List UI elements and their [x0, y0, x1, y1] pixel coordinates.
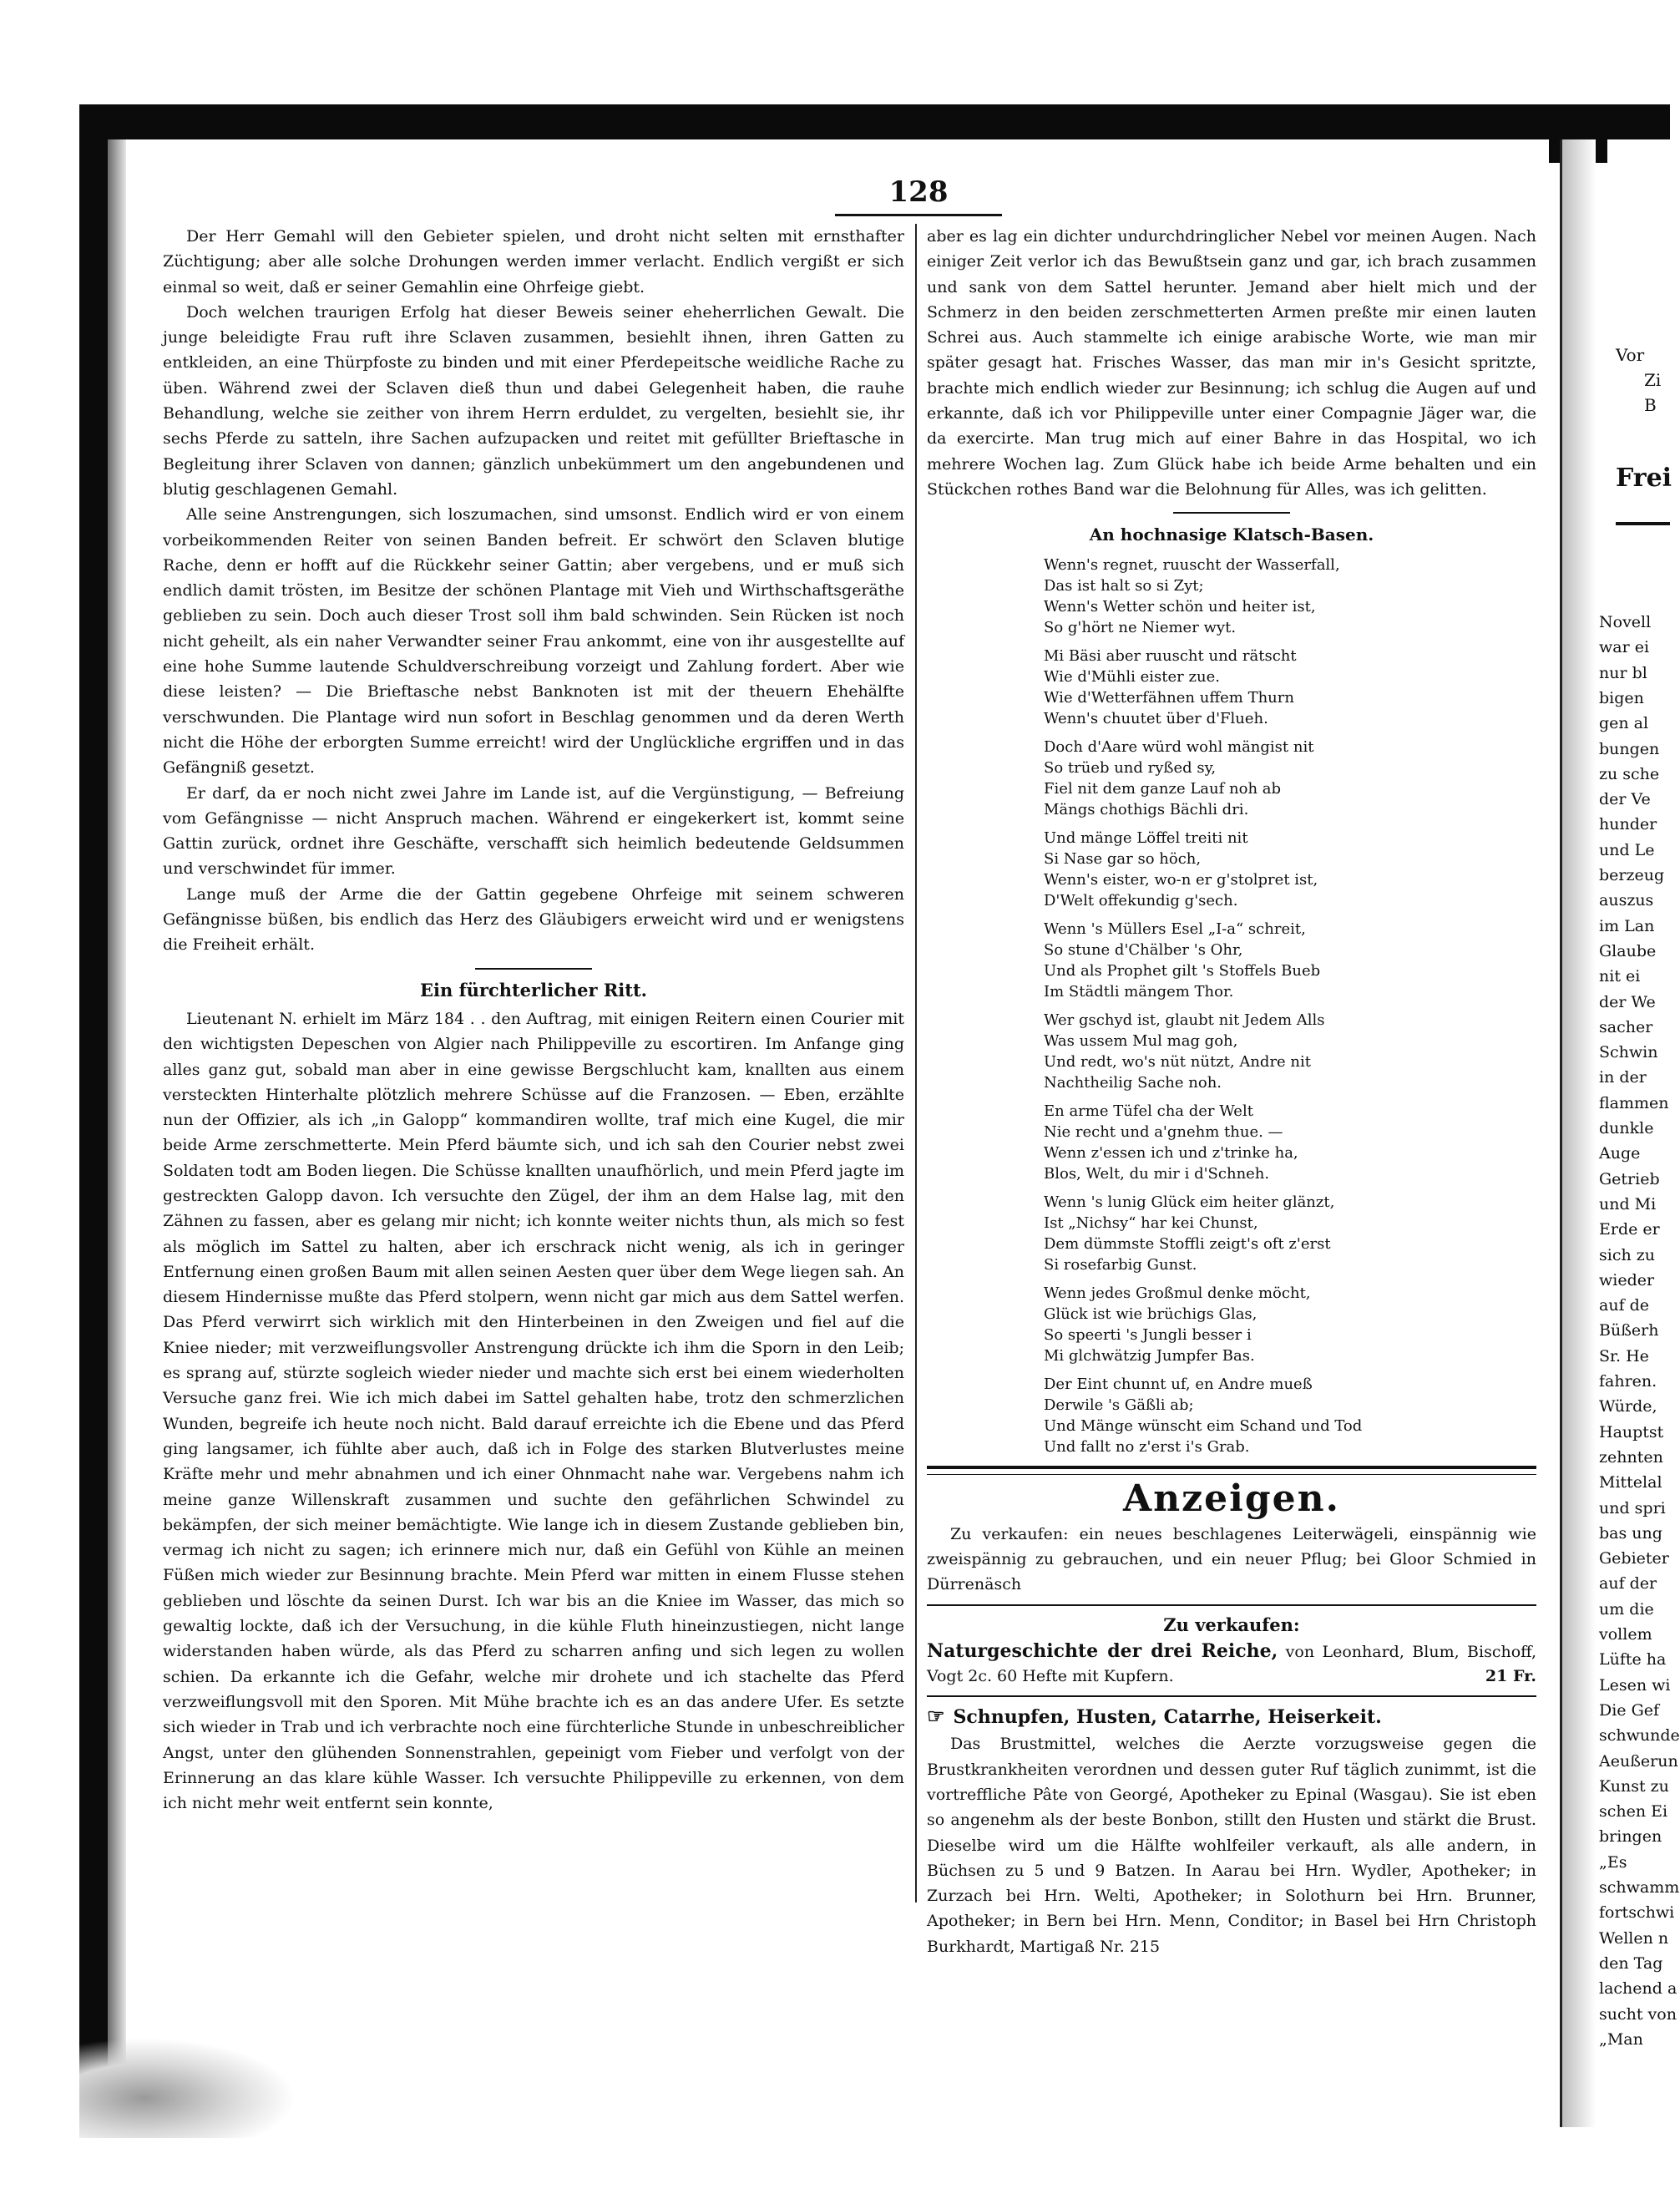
- adjacent-line: bringen: [1599, 1827, 1662, 1847]
- adjacent-line: fahren.: [1599, 1372, 1657, 1391]
- poem-line: D'Welt offekundig g'sech.: [1044, 891, 1238, 909]
- poem-line: Und als Prophet gilt 's Stoffels Bueb: [1044, 961, 1321, 980]
- poem-stanza: [1044, 1010, 1536, 1093]
- poem-line: Wenn 's Müllers Esel „I-a“ schreit,: [1044, 920, 1306, 938]
- poem-line: Was ussem Mul mag goh,: [1044, 1031, 1238, 1050]
- adjacent-line: in der: [1599, 1068, 1647, 1087]
- poem-line: So speerti 's Jungli besser i: [1044, 1325, 1252, 1344]
- adjacent-line: Wellen n: [1599, 1928, 1669, 1948]
- scan-smudge: [79, 2038, 296, 2138]
- column-divider: [915, 224, 917, 1902]
- book-price: 21 Fr.: [1485, 1667, 1536, 1686]
- adjacent-line: Auge: [1599, 1144, 1641, 1163]
- adjacent-title: Frei: [1616, 464, 1672, 493]
- poem-title: An hochnasige Klatsch-Basen.: [1089, 524, 1374, 545]
- ads-title: Anzeigen.: [1123, 1477, 1340, 1520]
- book-title: Naturgeschichte der drei Reiche,: [927, 1640, 1278, 1663]
- adjacent-line: flammen: [1599, 1093, 1669, 1112]
- adjacent-line: schen Ei: [1599, 1802, 1668, 1821]
- adjacent-line: hunder: [1599, 815, 1657, 834]
- adjacent-line: der We: [1599, 992, 1656, 1011]
- poem-line: Derwile 's Gäßli ab;: [1044, 1396, 1194, 1414]
- adjacent-line: Büßerh: [1599, 1321, 1659, 1340]
- poem: [1044, 555, 1536, 1457]
- poem-stanza: [1044, 737, 1536, 820]
- adjacent-line: vollem: [1599, 1625, 1652, 1644]
- adjacent-line: schwamm: [1599, 1878, 1680, 1897]
- adjacent-line: Schwin: [1599, 1043, 1658, 1062]
- adjacent-line: Würde,: [1599, 1397, 1657, 1416]
- adjacent-line: den Tag: [1599, 1953, 1663, 1973]
- poem-line: Wenn jedes Großmul denke möcht,: [1044, 1284, 1311, 1302]
- poem-line: Mi Bäsi aber ruuscht und rätscht: [1044, 646, 1297, 665]
- paragraph: aber es lag ein dichter undurchdringlicher Nebel vor meinen Augen. Nach einiger Zeit verlor ich das Bewußtsein ganz und gar, ich brach zusammen und sank von dem Sattel herunter. Jemand aber hielt mich und der Schmerz in den beiden zerschmetterten Armen preßte mir einen lauten Schrei aus. Auch stammelte ich einige arabische Worte, wie man mir später gesagt hat. Frisches Wasser, das man mir in's Gesicht spritzte, brachte mich endlich wieder zur Besinnung; ich schlug die Augen auf und erkannte, daß ich vor Philippeville unter einer Compagnie Jäger war, die da exercirte. Man trug mich auf einer Bahre in das Hospital, wo ich mehrere Wochen lag. Zum Glück habe ich beide Arme behalten und ein Stückchen rothes Band war die Belohnung für Alles, was ich gelitten.: [927, 227, 1536, 499]
- adjacent-line: Sr. He: [1599, 1346, 1649, 1365]
- poem-line: Dem dümmste Stoffli zeigt's oft z'erst: [1044, 1234, 1331, 1253]
- adjacent-line: nur bl: [1599, 663, 1647, 682]
- adjacent-line: und spri: [1599, 1498, 1666, 1517]
- adjacent-line: Aeußerun: [1599, 1751, 1678, 1771]
- adjacent-line: und Mi: [1599, 1194, 1657, 1213]
- story-title: Ein fürchterlicher Ritt.: [420, 979, 647, 1001]
- adjacent-line: war ei: [1599, 638, 1650, 657]
- adjacent-line: sacher: [1599, 1017, 1653, 1036]
- adjacent-line: schwunde: [1599, 1726, 1680, 1745]
- adjacent-line: bigen: [1599, 688, 1644, 707]
- adjacent-line: Getrieb: [1599, 1169, 1660, 1188]
- adjacent-line: lachend a: [1599, 1979, 1677, 1999]
- ad-separator: [927, 1604, 1536, 1606]
- adjacent-line: auf der: [1599, 1574, 1657, 1593]
- paragraph: Er darf, da er noch nicht zwei Jahre im Lande ist, auf die Vergünstigung, — Befreiung vom Gefängnisse — nicht Anspruch machen. Während er eingekerkert ist, kommt seine Gattin zurück, ordnet ihre Geschäfte, verschafft sich heimlich bedeutende Geldsummen und verschwindet für immer.: [163, 783, 904, 879]
- poem-line: Doch d'Aare würd wohl mängist nit: [1044, 737, 1314, 756]
- poem-stanza: [1044, 919, 1536, 1002]
- ads-rule-thin: [927, 1474, 1536, 1475]
- ad-wagon: Zu verkaufen: ein neues beschlagenes Leiterwägeli, einspännig wie zweispännig zu gebrauchen, und ein neuer Pflug; bei Gloor Schmied in Dürrenäsch: [927, 1524, 1536, 1594]
- scan-edge-shade: [108, 139, 126, 2092]
- ads-rule: [927, 1466, 1536, 1469]
- poem-line: Und Mänge wünscht eim Schand und Tod: [1044, 1416, 1363, 1435]
- poem-stanza: [1044, 1283, 1536, 1366]
- adjacent-header-line: Zi: [1644, 370, 1662, 390]
- poem-line: So stune d'Chälber 's Ohr,: [1044, 940, 1243, 959]
- adjacent-header: [1616, 342, 1661, 418]
- poem-line: Wenn's chuutet über d'Flueh.: [1044, 709, 1268, 727]
- poem-line: Si rosefarbig Gunst.: [1044, 1255, 1197, 1274]
- adjacent-line: gen al: [1599, 714, 1649, 733]
- poem-line: Wer gschyd ist, glaubt nit Jedem Alls: [1044, 1011, 1325, 1029]
- right-column: [927, 224, 1536, 1959]
- adjacent-line: auf de: [1599, 1296, 1650, 1315]
- paragraph: Lange muß der Arme die der Gattin gegebene Ohrfeige mit seinem schweren Gefängnisse büßen, bis endlich das Herz des Gläubigers erweicht wird und er wenigstens die Freiheit erhält.: [163, 884, 904, 955]
- poem-line: Nie recht und a'gnehm thue. —: [1044, 1122, 1283, 1141]
- adjacent-line: der Ve: [1599, 790, 1651, 809]
- adjacent-line: nit ei: [1599, 967, 1641, 986]
- ad-cough-title: Schnupfen, Husten, Catarrhe, Heiserkeit.: [953, 1706, 1382, 1729]
- paragraph: Doch welchen traurigen Erfolg hat dieser Beweis seiner eheherrlichen Gewalt. Die junge beleidigte Frau ruft ihre Sclaven zusammen, besiehlt ihnen, ihren Gatten zu entkleiden, an eine Thürpfoste zu binden und mit einer Pferdepeitsche weidliche Rache zu üben. Während zwei der Sclaven dieß thun und dabei Gelegenheit haben, die rauhe Behandlung, welche sie zeither von ihrem Herrn erduldet, zu vergelten, besiehlt sie, ihr sechs Pferde zu satteln, ihre Sachen aufzupacken und reitet mit gefüllter Brieftasche in Begleitung ihrer Sclaven von dannen; gänzlich unbekümmert um den angebundenen und blutig geschlagenen Gemahl.: [163, 302, 904, 499]
- ad-separator: [927, 1695, 1536, 1697]
- poem-line: Und fallt no z'erst i's Grab.: [1044, 1437, 1250, 1456]
- adjacent-line: „Es: [1599, 1852, 1627, 1872]
- adjacent-line: bungen: [1599, 739, 1660, 758]
- adjacent-line: bas ung: [1599, 1523, 1662, 1543]
- poem-line: Im Städtli mängem Thor.: [1044, 982, 1234, 1001]
- poem-line: Wie d'Mühli eister zue.: [1044, 667, 1220, 686]
- paragraph: Lieutenant N. erhielt im März 184 . . den Auftrag, mit einigen Reitern einen Courier mit den wichtigsten Depeschen von Algier nach Philippeville zu escortiren. Im Anfange ging alles ganz gut, sobald man aber in eine gewisse Bergschlucht kam, knallten aus einem versteckten Hinterhalte plötzlich mehrere Schüsse auf die Franzosen. — Eben, erzählte nun der Offizier, als ich „in Galopp“ kommandiren wollte, traf mich eine Kugel, die mir beide Arme zerschmetterte. Mein Pferd bäumte sich, und ich sah den Courier nebst zwei Soldaten todt am Boden liegen. Die Schüsse knallten unaufhörlich, und mein Pferd jagte im gestreckten Galopp davon. Ich versuchte den Zügel, der ihm an dem Halse lag, mit den Zähnen zu fassen, aber es gelang mir nicht; ich konnte weiter nichts thun, als mich so fest als möglich im Sattel zu halten, aber ich erschrack nicht wenig, als ich in geringer Entfernung einen großen Baum mit allen seinen Aesten quer über dem Wege liegen sah. An diesem Hindernisse mußte das Pferd stolpern, wenn nicht gar mich aus dem Sattel werfen. Das Pferd verwirrt sich wirklich mit den Hinterbeinen in den Zweigen und fiel auf die Kniee nieder; mit verzweiflungsvoller Anstrengung drückte ich ihm die Sporn in den Leib; es sprang auf, stürzte sogleich wieder nieder und machte sich erst bei einem wiederholten Versuche ganz frei. Wie ich mich dabei im Sattel gehalten habe, trotz den schmerzlichen Wunden, begreife ich heute noch nicht. Bald darauf erreichte ich die Ebene und das Pferd ging langsamer, ich fühlte aber auch, daß ich in Folge des starken Blutverlustes meine Kräfte mehr und mehr abnahmen und ich einer Ohnmacht nahe war. Vergebens nahm ich meine ganze Willenskraft zusammen und suchte den gefährlichen Schwindel zu bekämpfen, der sich meiner bemächtigte. Wie lange ich in diesem Zustande geblieben bin, vermag ich nicht zu sagen; ich erinnere mich nur, daß ein Gefühl von Kühle an meinen Füßen mich wieder zur Besinnung brachte. Mein Pferd war mitten in einem Flusse stehen geblieben und löschte da seinen Durst. Ich war bis an die Kniee im Wasser, das mich so gewaltig lockte, daß ich der Versuchung, in die kühle Fluth hineinzustiegen, nicht lange widerstanden haben würde, als das Pferd zu scharren anfing und sich legen zu wollen schien. Da erkannte ich die Gefahr, welche mir drohete und ich stachelte das Pferd verzweiflungsvoll mit den Sporen. Mit Mühe brachte ich es an das andere Ufer. Es setzte sich wieder in Trab und ich verbrachte noch eine fürchterliche Stunde in unbeschreiblicher Angst, unter den glühenden Sonnenstrahlen, gepeinigt vom Fieber und verfolgt von der Erinnerung an das klare kühle Wasser. Ich versuchte Philippeville zu erkennen, von dem ich nicht mehr weit entfernt sein konnte,: [163, 1009, 904, 1813]
- book-text: von Leonhard, Blum, Bischoff, Vogt 2c. 60 Hefte mit Kupfern.: [927, 1643, 1536, 1686]
- poem-stanza: [1044, 828, 1536, 911]
- header-rule: [835, 214, 1002, 216]
- adjacent-header-line: B: [1644, 395, 1657, 415]
- poem-line: Blos, Welt, du mir i d'Schneh.: [1044, 1164, 1270, 1183]
- adjacent-line: dunkle: [1599, 1119, 1654, 1137]
- poem-line: Mängs chothigs Bächli dri.: [1044, 800, 1249, 818]
- poem-line: Wenn 's lunig Glück eim heiter glänzt,: [1044, 1193, 1335, 1211]
- poem-line: Das ist halt so si Zyt;: [1044, 576, 1204, 595]
- adjacent-line: wieder: [1599, 1270, 1655, 1289]
- paragraph: Alle seine Anstrengungen, sich loszumachen, sind umsonst. Endlich wird er von einem vorbeikommenden Reiter von seinen Banden befreit. Er schwört den Sclaven blutige Rache, denn er hofft auf die Rückkehr seiner Gattin; aber vergebens, und er muß sich endlich damit trösten, im Besitze der schönen Plantage mit Vieh und Wirthschaftsgeräthe geblieben zu sein. Doch auch dieser Trost soll ihm bald schwinden. Sein Rücken ist noch nicht geheilt, als ein naher Verwandter seiner Frau ankommt, eine von ihr ausgestellte auf eine hohe Summe lautende Schuldverschreibung vorzeigt und Zahlung fordert. Aber wie diese leisten? — Die Brieftasche nebst Banknoten ist mit der theuern Ehehälfte verschwunden. Die Plantage wird nun sofort in Beschlag genommen und da deren Werth nicht die Höhe der erborgten Summe erreicht! wird der Unglückliche ergriffen und in das Gefängniß gesetzt.: [163, 505, 904, 778]
- poem-line: Wenn z'essen ich und z'trinke ha,: [1044, 1143, 1298, 1162]
- poem-line: Der Eint chunnt uf, en Andre mueß: [1044, 1375, 1313, 1393]
- poem-stanza: [1044, 646, 1536, 729]
- section-rule: [1173, 512, 1290, 514]
- poem-line: Wenn's eister, wo-n er g'stolpret ist,: [1044, 870, 1318, 889]
- poem-line: Und redt, wo's nüt nützt, Andre nit: [1044, 1052, 1312, 1071]
- adjacent-line: Erde er: [1599, 1220, 1660, 1239]
- poem-line: Wie d'Wetterfähnen uffem Thurn: [1044, 688, 1294, 707]
- left-column: [163, 224, 904, 1816]
- poem-line: Und mänge Löffel treiti nit: [1044, 828, 1248, 847]
- adjacent-line: fortschwi: [1599, 1903, 1675, 1923]
- adjacent-line: im Lan: [1599, 916, 1655, 935]
- poem-line: Mi glchwätzig Jumpfer Bas.: [1044, 1346, 1255, 1365]
- adjacent-line: „Man: [1599, 2029, 1643, 2049]
- ad-book: [927, 1639, 1536, 1689]
- poem-line: Ist „Nichsy“ har kei Chunst,: [1044, 1213, 1258, 1232]
- poem-line: Nachtheilig Sache noh.: [1044, 1073, 1222, 1092]
- scan-edge-top: [79, 104, 1670, 139]
- scan-edge-left: [79, 104, 108, 2092]
- adjacent-line: Kunst zu: [1599, 1776, 1669, 1796]
- adjacent-line: sich zu: [1599, 1245, 1655, 1264]
- adjacent-line: Gebieter: [1599, 1549, 1669, 1568]
- adjacent-line: Novell: [1599, 613, 1652, 631]
- page-number: 128: [888, 175, 949, 209]
- poem-line: Fiel nit dem ganze Lauf noh ab: [1044, 779, 1282, 798]
- poem-line: Wenn's regnet, ruuscht der Wasserfall,: [1044, 555, 1340, 574]
- adjacent-line: Lesen wi: [1599, 1675, 1671, 1695]
- poem-stanza: [1044, 1101, 1536, 1184]
- adjacent-line: zehnten: [1599, 1447, 1663, 1467]
- section-rule: [475, 968, 592, 970]
- ad-cough-text: Das Brustmittel, welches die Aerzte vorzugsweise gegen die Brustkrankheiten verordnen und dessen guter Ruf täglich zunimmt, ist die vortreffliche Pâte von Georgé, Apotheker zu Epinal (Wasgau). Sie ist eben so angenehm als der beste Bonbon, stillt den Husten und stärkt die Brust. Dieselbe wird um die Hälfte wohlfeiler verkauft, als alle andern, in Büchsen zu 5 und 9 Batzen. In Aarau bei Hrn. Wydler, Apotheker; in Zurzach bei Hrn. Welti, Apotheker; in Solothurn bei Hrn. Brunner, Apotheker; in Bern bei Hrn. Menn, Conditor; in Basel bei Hrn Christoph Burkhardt, Martigaß Nr. 215: [927, 1735, 1536, 1956]
- adjacent-line: um die: [1599, 1599, 1654, 1619]
- adjacent-line: auszus: [1599, 891, 1654, 910]
- paragraph: Der Herr Gemahl will den Gebieter spielen, und droht nicht selten mit ernsthafter Züchtigung; aber alle solche Drohungen werden immer verlacht. Endlich vergißt er sich einmal so weit, daß er seiner Gemahlin eine Ohrfeige giebt.: [163, 227, 904, 296]
- poem-line: Wenn's Wetter schön und heiter ist,: [1044, 597, 1316, 616]
- poem-line: Glück ist wie brüchigs Glas,: [1044, 1305, 1257, 1323]
- adjacent-line: zu sche: [1599, 764, 1660, 783]
- adjacent-line: Mittelal: [1599, 1473, 1662, 1492]
- adjacent-line: Lüfte ha: [1599, 1650, 1667, 1669]
- adjacent-header-line: Vor: [1616, 345, 1645, 365]
- adjacent-line: Hauptst: [1599, 1422, 1664, 1441]
- poem-stanza: [1044, 555, 1536, 638]
- ad-heading: Zu verkaufen:: [1163, 1614, 1300, 1635]
- gutter-shadow: [1562, 139, 1596, 2127]
- adjacent-line: Die Gef: [1599, 1700, 1660, 1720]
- ad-cough-heading: [927, 1704, 1536, 1730]
- pointing-hand-icon: ☞: [927, 1704, 945, 1729]
- adjacent-line: Glaube: [1599, 941, 1657, 960]
- poem-line: En arme Tüfel cha der Welt: [1044, 1102, 1253, 1120]
- poem-line: Si Nase gar so höch,: [1044, 849, 1202, 868]
- adjacent-line: berzeug: [1599, 866, 1665, 884]
- poem-stanza: [1044, 1192, 1536, 1275]
- adjacent-line: sucht von: [1599, 2004, 1677, 2024]
- adjacent-line: und Le: [1599, 840, 1655, 859]
- adjacent-rule: [1616, 522, 1670, 525]
- poem-stanza: [1044, 1374, 1536, 1457]
- poem-line: So trüeb und ryßed sy,: [1044, 758, 1217, 777]
- poem-line: So g'hört ne Niemer wyt.: [1044, 618, 1237, 636]
